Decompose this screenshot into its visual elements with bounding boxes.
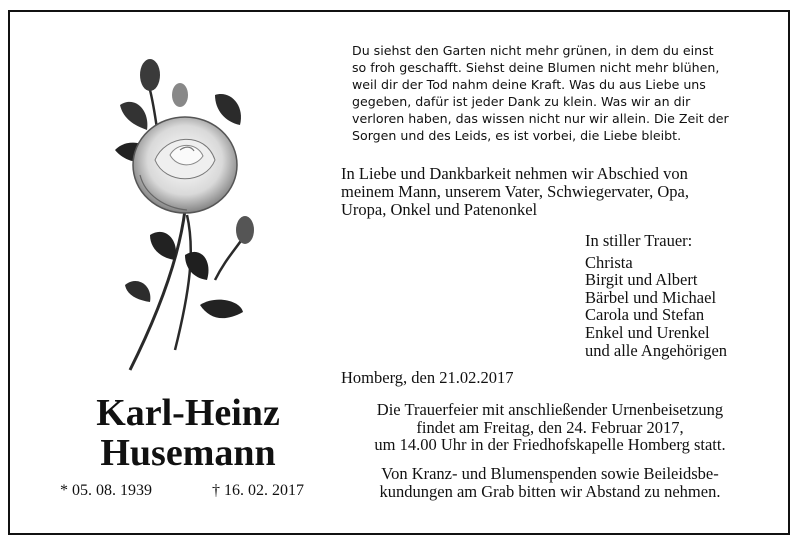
deceased-first-name: Karl-Heinz xyxy=(96,392,280,434)
poem-line: gegeben, dafür ist jeder Dank zu klein. Was wir an dir xyxy=(352,94,691,109)
farewell-line: meinem Mann, unserem Vater, Schwiegervater, Opa, xyxy=(341,182,689,201)
funeral-line: Die Trauerfeier mit anschließender Urnenbeisetzung xyxy=(376,400,724,419)
mourner-name: Bärbel und Michael xyxy=(585,287,717,307)
birth-date: * 05. 08. 1939 xyxy=(60,482,152,499)
death-date: † 16. 02. 2017 xyxy=(212,482,304,499)
poem-line: Du siehst den Garten nicht mehr grünen, in dem du einst xyxy=(352,43,714,58)
poem-line: verloren haben, das wissen nicht nur wir allein. Die Zeit der xyxy=(352,111,729,126)
mourner-name: Christa xyxy=(585,252,633,272)
funeral-notice xyxy=(330,401,770,454)
poem-line: Sorgen und des Leids, es ist vorbei, die Liebe bleibt. xyxy=(352,128,682,143)
deceased-last-name: Husemann xyxy=(100,432,276,474)
mourner-name: und alle Angehörigen xyxy=(585,340,728,360)
flowers-notice xyxy=(330,465,770,500)
deceased-name xyxy=(40,393,336,473)
flowers-line: Von Kranz- und Blumenspenden sowie Beileidsbe- xyxy=(381,464,719,483)
farewell-line: Uropa, Onkel und Patenonkel xyxy=(341,200,538,219)
funeral-line: findet am Freitag, den 24. Februar 2017, xyxy=(416,417,684,437)
farewell-line: In Liebe und Dankbarkeit nehmen wir Abschied von xyxy=(341,164,688,183)
poem-text xyxy=(352,42,732,144)
funeral-line: um 14.00 Uhr in der Friedhofskapelle Homberg statt. xyxy=(374,435,726,454)
mourner-name: Birgit und Albert xyxy=(585,270,698,290)
poem-line: so froh geschafft. Siehst deine Blumen nicht mehr blühen, xyxy=(352,60,720,75)
mourners-list xyxy=(585,232,775,359)
place-date: Homberg, den 21.02.2017 xyxy=(341,368,514,387)
poem-line: weil dir der Tod nahm deine Kraft. Was du aus Liebe uns xyxy=(352,77,706,92)
farewell-text xyxy=(341,165,761,219)
mourners-heading: In stiller Trauer: xyxy=(585,231,693,250)
rose-illustration xyxy=(95,50,295,380)
mourner-name: Carola und Stefan xyxy=(585,305,705,325)
flowers-line: kundungen am Grab bitten wir Abstand zu nehmen. xyxy=(379,481,721,501)
mourner-name: Enkel und Urenkel xyxy=(585,322,710,342)
